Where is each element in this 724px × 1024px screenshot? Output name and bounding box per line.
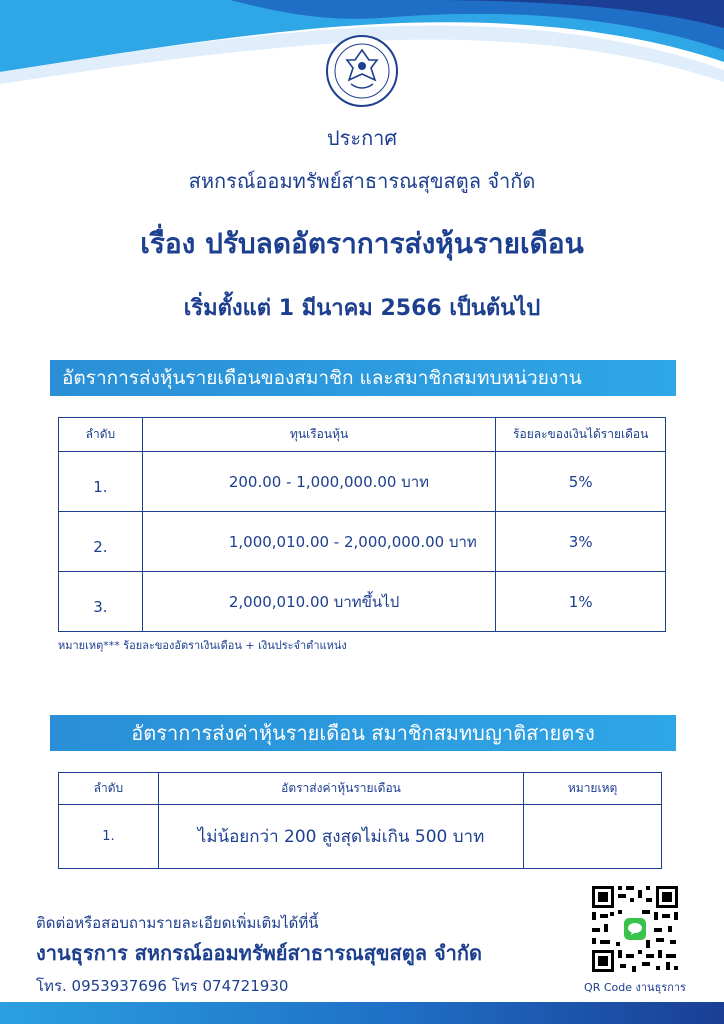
table-header-row	[59, 773, 662, 805]
relative-share-rate-table	[58, 772, 662, 869]
row-number: 1.	[59, 805, 159, 869]
cooperative-seal-logo	[325, 34, 399, 108]
row-number: 1.	[59, 452, 143, 512]
member-share-rate-table	[58, 417, 666, 632]
qr-code-label: QR Code งานธุรการ	[584, 981, 686, 994]
monthly-rate: ไม่น้อยกว่า 200 สูงสุดไม่เกิน 500 บาท	[158, 805, 523, 869]
column-header-monthly-rate: อัตราส่งค่าหุ้นรายเดือน	[158, 773, 523, 805]
section1-title-banner: อัตราการส่งหุ้นรายเดือนของสมาชิก และสมาชิกสมทบหน่วยงาน	[50, 360, 676, 396]
footer-bar-decoration	[0, 1002, 724, 1024]
announcement-heading: ประกาศ	[326, 126, 398, 150]
column-header-no: ลำดับ	[59, 418, 143, 452]
table-note: หมายเหตุ*** ร้อยละของอัตราเงินเดือน + เงินประจำตำแหน่ง	[58, 639, 347, 652]
column-header-share-capital: ทุนเรือนหุ้น	[142, 418, 496, 452]
column-header-no: ลำดับ	[59, 773, 159, 805]
table-row	[59, 572, 666, 632]
table-header-row	[59, 418, 666, 452]
effective-date: เริ่มตั้งแต่ 1 มีนาคม 2566 เป็นต้นไป	[183, 296, 541, 321]
table-row	[59, 452, 666, 512]
line-app-icon	[624, 918, 646, 940]
remark-cell	[524, 805, 662, 869]
contact-phones: โทร. 0953937696 โทร 074721930	[36, 977, 289, 995]
rate-percent: 1%	[496, 572, 666, 632]
share-range: 2,000,010.00 บาทขึ้นไป	[142, 572, 496, 632]
rate-percent: 3%	[496, 512, 666, 572]
contact-office: งานธุรการ สหกรณ์ออมทรัพย์สาธารณสุขสตูล จำกัด	[36, 941, 483, 965]
share-range: 1,000,010.00 - 2,000,000.00 บาท	[142, 512, 496, 572]
table-row	[59, 805, 662, 869]
qr-code-icon[interactable]	[590, 884, 680, 974]
row-number: 3.	[59, 572, 143, 632]
column-header-percent: ร้อยละของเงินได้รายเดือน	[496, 418, 666, 452]
row-number: 2.	[59, 512, 143, 572]
table-row	[59, 512, 666, 572]
contact-intro: ติดต่อหรือสอบถามรายละเอียดเพิ่มเติมได้ที่นี้	[36, 914, 319, 932]
announcement-subject: เรื่อง ปรับลดอัตราการส่งหุ้นรายเดือน	[140, 227, 584, 260]
rate-percent: 5%	[496, 452, 666, 512]
column-header-remark: หมายเหตุ	[524, 773, 662, 805]
organization-name: สหกรณ์ออมทรัพย์สาธารณสุขสตูล จำกัด	[188, 169, 536, 193]
section2-title-banner: อัตราการส่งค่าหุ้นรายเดือน สมาชิกสมทบญาติสายตรง	[50, 715, 676, 751]
share-range: 200.00 - 1,000,000.00 บาท	[142, 452, 496, 512]
